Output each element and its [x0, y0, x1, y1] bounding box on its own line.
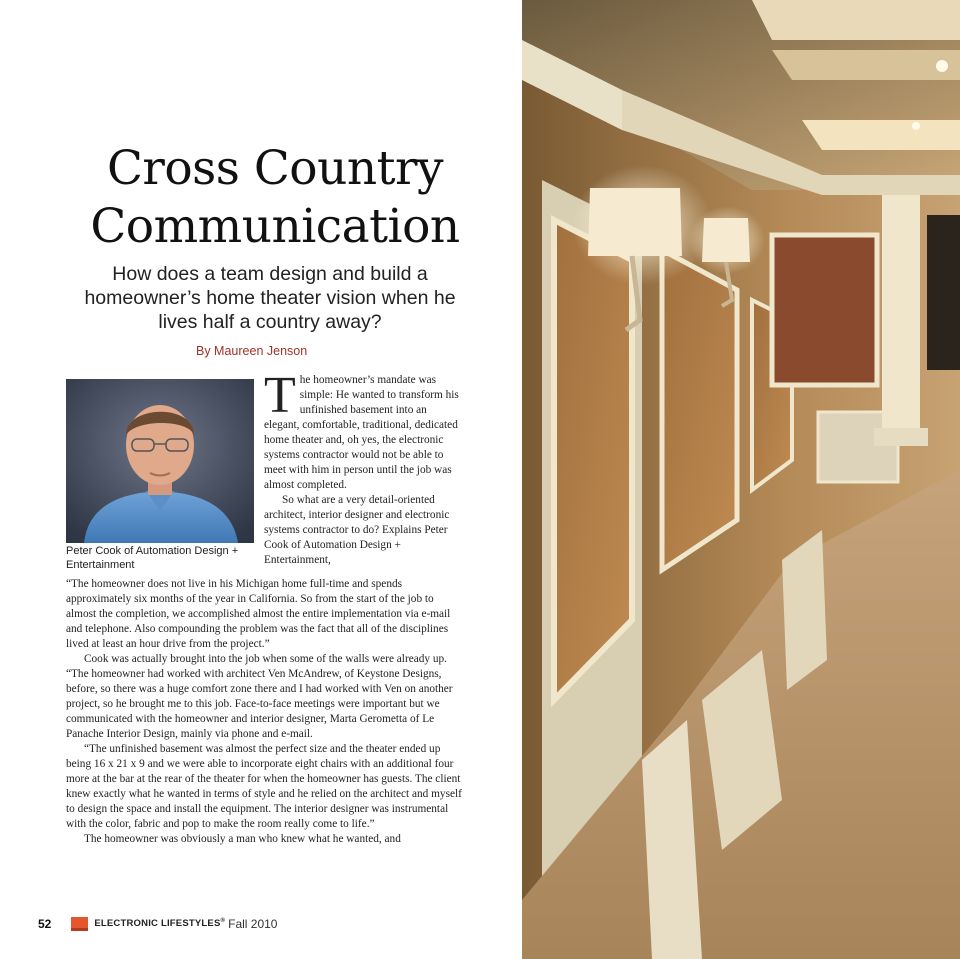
article-title — [40, 140, 510, 256]
page-footer — [38, 916, 277, 932]
article-title-line1: Cross Country — [106, 141, 444, 196]
page-number: 52 — [38, 917, 52, 931]
body-paragraph: The homeowner was obviously a man who knew what he wanted, and — [84, 833, 401, 845]
article-title-line2: Communication — [90, 199, 460, 254]
byline: By Maureen Jenson — [196, 344, 308, 358]
home-theater-photo — [522, 0, 960, 959]
author-portrait-photo — [66, 379, 254, 543]
photo-caption: Peter Cook of Automation Design + Entertainment — [66, 545, 239, 571]
article-subtitle: How does a team design and build a homeowner’s home theater vision when he lives half a country away? — [84, 263, 456, 333]
intro-paragraph-1: he homeowner’s mandate was simple: He wanted to transform his unfinished basement into an elegant, comfortable, traditional, dedicated home theater and, oh yes, the electronic systems contractor would not be able to meet with him in person until the job was almost completed. — [264, 374, 459, 491]
magazine-name: ELECTRONIC LIFESTYLES® — [94, 918, 226, 930]
article-body — [66, 577, 466, 847]
body-paragraph: “The homeowner does not live in his Michigan home full-time and spends approximately six months of the year in California. So from the start of the job to almost the completion, we accomplished almost the entire implementation via e-mail and telephone. Also compounding the problem was the fact that all of the disciplines lived at least an hour drive from the project.” — [66, 578, 451, 650]
issue-date: Fall 2010 — [228, 917, 278, 931]
body-paragraph: Cook was actually brought into the job when some of the walls were already up. “The homeowner had worked with architect Ven McAndrew, of Keystone Designs, before, so there was a huge comfort zone there and I had worked with Ven on another project, so he brought me to this job. Face-to-face meetings were important but we communicated with the homeowner and interior designer, Marta Gerometta of Le Panache Interior Design, mainly via phone and e-mail. — [66, 653, 453, 740]
article-intro — [264, 367, 464, 568]
body-paragraph: “The unfinished basement was almost the perfect size and the theater ended up being 16 x 21 x 9 and we were able to incorporate eight chairs with an additional four more at the bar at the rear of the theater for when the homeowner has guests. The client knew exactly what he wanted in terms of style and he relied on the architect and myself to design the space and install the equipment. The interior designer was instrumental with the color, fabric and pop to make the room really come to life.” — [66, 743, 462, 830]
drop-cap: T — [264, 367, 296, 424]
magazine-logo-icon — [71, 917, 88, 931]
intro-paragraph-2: So what are a very detail-oriented architect, interior designer and electronic systems contractor to do? Explains Peter Cook of Automation Design + Entertainment, — [264, 494, 450, 566]
